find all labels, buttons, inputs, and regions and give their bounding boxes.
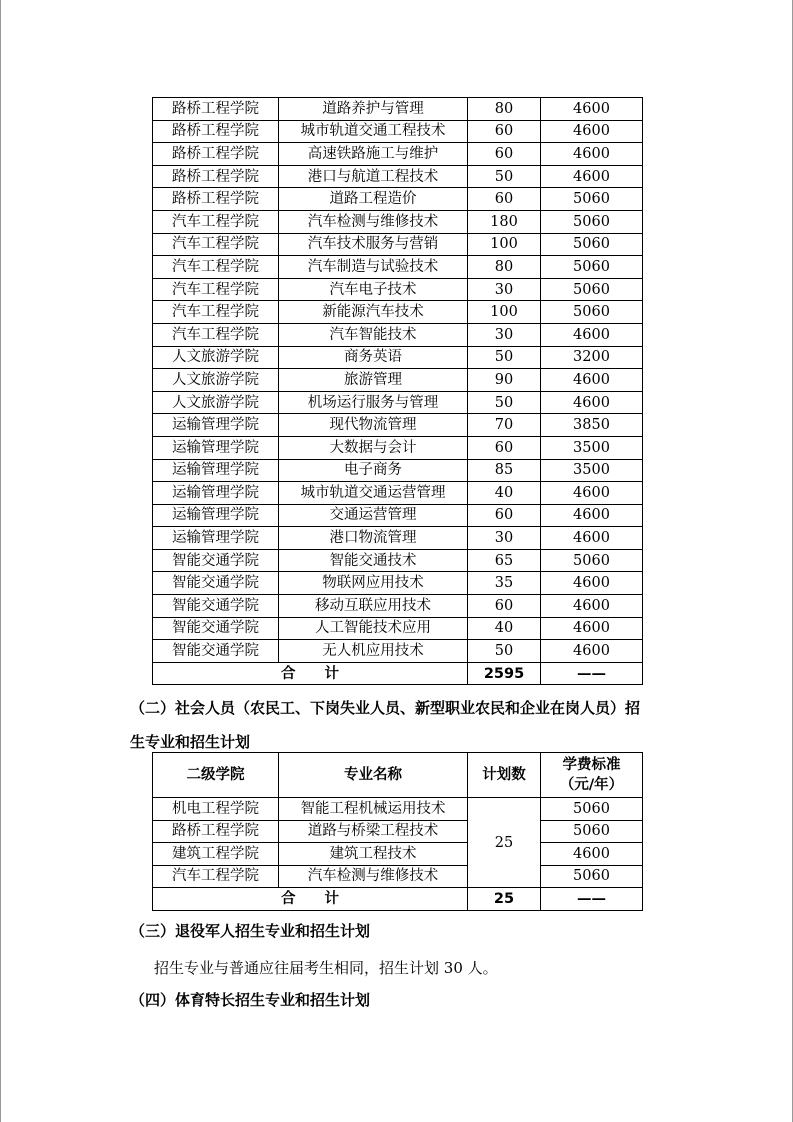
cell-fee: 3200 [541, 346, 643, 369]
table-row [153, 301, 643, 324]
header-tuition-line2: （元/年） [559, 777, 624, 793]
table-row [153, 527, 643, 550]
table-row [153, 798, 643, 821]
cell-major: 汽车检测与维修技术 [279, 865, 468, 888]
table-row [153, 346, 643, 369]
cell-major: 物联网应用技术 [279, 572, 468, 595]
cell-plan-count: 35 [468, 572, 541, 595]
page-edge-left [0, 0, 1, 1122]
cell-plan-count: 60 [468, 188, 541, 211]
cell-fee: 5060 [541, 865, 643, 888]
cell-major: 机场运行服务与管理 [279, 391, 468, 414]
cell-fee: 4600 [541, 640, 643, 663]
cell-plan-count: 30 [468, 278, 541, 301]
cell-major: 电子商务 [279, 459, 468, 482]
table-header-row [153, 753, 643, 798]
cell-fee: 5060 [541, 233, 643, 256]
cell-plan-count: 40 [468, 482, 541, 505]
enrollment-table-body [153, 98, 643, 663]
cell-major: 建筑工程技术 [279, 843, 468, 866]
cell-major: 交通运营管理 [279, 504, 468, 527]
table-row [153, 143, 643, 166]
cell-plan-count: 100 [468, 301, 541, 324]
cell-plan-count: 50 [468, 640, 541, 663]
section-3-body: 招生专业与普通应往届考生相同，招生计划 30 人。 [154, 959, 498, 977]
table-row [153, 459, 643, 482]
cell-plan-count: 60 [468, 120, 541, 143]
cell-college: 汽车工程学院 [153, 323, 279, 346]
cell-fee: 4600 [541, 98, 643, 121]
cell-college: 汽车工程学院 [153, 210, 279, 233]
cell-college: 人文旅游学院 [153, 346, 279, 369]
cell-fee: 5060 [541, 188, 643, 211]
section-3-heading: （三）退役军人招生专业和招生计划 [130, 922, 371, 940]
cell-plan-count: 60 [468, 595, 541, 618]
table-row [153, 278, 643, 301]
cell-major: 移动互联应用技术 [279, 595, 468, 618]
cell-plan-count: 85 [468, 459, 541, 482]
table-row [153, 98, 643, 121]
cell-college: 智能交通学院 [153, 549, 279, 572]
cell-major: 城市轨道交通运营管理 [279, 482, 468, 505]
table-row [153, 865, 643, 888]
cell-fee: 5060 [541, 798, 643, 821]
cell-plan-count: 80 [468, 256, 541, 279]
cell-college: 路桥工程学院 [153, 820, 279, 843]
total-label: 合 计 [153, 662, 468, 685]
cell-fee: 5060 [541, 301, 643, 324]
table-row [153, 640, 643, 663]
cell-college: 汽车工程学院 [153, 278, 279, 301]
cell-major: 道路与桥梁工程技术 [279, 820, 468, 843]
cell-plan-count: 60 [468, 436, 541, 459]
cell-major: 道路工程造价 [279, 188, 468, 211]
cell-college: 机电工程学院 [153, 798, 279, 821]
cell-college: 路桥工程学院 [153, 188, 279, 211]
table-row [153, 120, 643, 143]
cell-fee: 4600 [541, 143, 643, 166]
cell-college: 汽车工程学院 [153, 233, 279, 256]
table-row [153, 482, 643, 505]
cell-fee: 3850 [541, 414, 643, 437]
cell-college: 运输管理学院 [153, 459, 279, 482]
header-tuition [541, 753, 643, 798]
cell-fee: 4600 [541, 595, 643, 618]
table-row [153, 210, 643, 233]
cell-college: 智能交通学院 [153, 595, 279, 618]
cell-plan-count: 50 [468, 391, 541, 414]
cell-plan-count: 30 [468, 323, 541, 346]
table-row [153, 256, 643, 279]
cell-fee: 3500 [541, 436, 643, 459]
cell-college: 路桥工程学院 [153, 165, 279, 188]
cell-major: 城市轨道交通工程技术 [279, 120, 468, 143]
cell-fee: 5060 [541, 820, 643, 843]
total-count: 2595 [468, 662, 541, 685]
table-row [153, 549, 643, 572]
cell-major: 大数据与会计 [279, 436, 468, 459]
cell-fee: 4600 [541, 504, 643, 527]
table-row [153, 323, 643, 346]
table-total-row [153, 662, 643, 685]
cell-college: 汽车工程学院 [153, 256, 279, 279]
cell-plan-count: 70 [468, 414, 541, 437]
cell-college: 人文旅游学院 [153, 391, 279, 414]
cell-fee: 5060 [541, 549, 643, 572]
cell-fee: 4600 [541, 165, 643, 188]
cell-major: 汽车电子技术 [279, 278, 468, 301]
cell-fee: 4600 [541, 391, 643, 414]
cell-plan-count: 50 [468, 346, 541, 369]
table-row [153, 504, 643, 527]
cell-college: 运输管理学院 [153, 482, 279, 505]
cell-plan-count: 180 [468, 210, 541, 233]
cell-plan-count: 40 [468, 617, 541, 640]
cell-college: 运输管理学院 [153, 436, 279, 459]
cell-major: 汽车检测与维修技术 [279, 210, 468, 233]
cell-college: 运输管理学院 [153, 414, 279, 437]
cell-major: 智能交通技术 [279, 549, 468, 572]
cell-plan-count: 80 [468, 98, 541, 121]
table-row [153, 820, 643, 843]
cell-college: 运输管理学院 [153, 527, 279, 550]
cell-fee: 4600 [541, 482, 643, 505]
cell-fee: 4600 [541, 120, 643, 143]
cell-major: 智能工程机械运用技术 [279, 798, 468, 821]
cell-college: 智能交通学院 [153, 572, 279, 595]
cell-fee: 5060 [541, 210, 643, 233]
total-count: 25 [468, 888, 541, 911]
cell-plan-count: 100 [468, 233, 541, 256]
total-fee: —— [541, 662, 643, 685]
cell-fee: 4600 [541, 369, 643, 392]
cell-major: 汽车制造与试验技术 [279, 256, 468, 279]
total-label: 合 计 [153, 888, 468, 911]
cell-college: 路桥工程学院 [153, 120, 279, 143]
table-row [153, 436, 643, 459]
cell-college: 汽车工程学院 [153, 301, 279, 324]
section-2-heading-line2: 生专业和招生计划 [130, 733, 251, 751]
table-row [153, 843, 643, 866]
cell-merged-count: 25 [468, 798, 541, 888]
cell-major: 无人机应用技术 [279, 640, 468, 663]
table-row [153, 369, 643, 392]
cell-college: 智能交通学院 [153, 617, 279, 640]
table-row [153, 572, 643, 595]
header-tuition-line1: 学费标准 [562, 757, 621, 773]
table-total-row [153, 888, 643, 911]
table-row [153, 414, 643, 437]
table-row [153, 391, 643, 414]
cell-major: 旅游管理 [279, 369, 468, 392]
cell-major: 汽车智能技术 [279, 323, 468, 346]
cell-major: 商务英语 [279, 346, 468, 369]
cell-major: 港口与航道工程技术 [279, 165, 468, 188]
header-major: 专业名称 [279, 753, 468, 798]
cell-plan-count: 65 [468, 549, 541, 572]
table-row [153, 617, 643, 640]
enrollment-table-social [152, 752, 643, 911]
cell-fee: 3500 [541, 459, 643, 482]
cell-fee: 4600 [541, 323, 643, 346]
table-row [153, 188, 643, 211]
total-fee: —— [541, 888, 643, 911]
cell-fee: 4600 [541, 617, 643, 640]
table-row [153, 165, 643, 188]
cell-college: 人文旅游学院 [153, 369, 279, 392]
cell-fee: 5060 [541, 278, 643, 301]
cell-fee: 4600 [541, 527, 643, 550]
cell-major: 新能源汽车技术 [279, 301, 468, 324]
cell-major: 汽车技术服务与营销 [279, 233, 468, 256]
table-row [153, 595, 643, 618]
enrollment-table-general [152, 97, 643, 685]
cell-plan-count: 50 [468, 165, 541, 188]
cell-major: 港口物流管理 [279, 527, 468, 550]
cell-college: 路桥工程学院 [153, 143, 279, 166]
table-row [153, 233, 643, 256]
cell-major: 现代物流管理 [279, 414, 468, 437]
cell-college: 运输管理学院 [153, 504, 279, 527]
cell-fee: 4600 [541, 572, 643, 595]
cell-fee: 4600 [541, 843, 643, 866]
cell-plan-count: 60 [468, 504, 541, 527]
section-4-heading: （四）体育特长招生专业和招生计划 [130, 991, 371, 1009]
cell-plan-count: 60 [468, 143, 541, 166]
header-college: 二级学院 [153, 753, 279, 798]
cell-college: 建筑工程学院 [153, 843, 279, 866]
cell-major: 道路养护与管理 [279, 98, 468, 121]
section-2-heading-line1: （二）社会人员（农民工、下岗失业人员、新型职业农民和企业在岗人员）招 [130, 699, 641, 717]
cell-plan-count: 30 [468, 527, 541, 550]
cell-plan-count: 90 [468, 369, 541, 392]
cell-major: 人工智能技术应用 [279, 617, 468, 640]
cell-fee: 5060 [541, 256, 643, 279]
cell-college: 路桥工程学院 [153, 98, 279, 121]
cell-college: 汽车工程学院 [153, 865, 279, 888]
header-plan-count: 计划数 [468, 753, 541, 798]
cell-major: 高速铁路施工与维护 [279, 143, 468, 166]
cell-college: 智能交通学院 [153, 640, 279, 663]
